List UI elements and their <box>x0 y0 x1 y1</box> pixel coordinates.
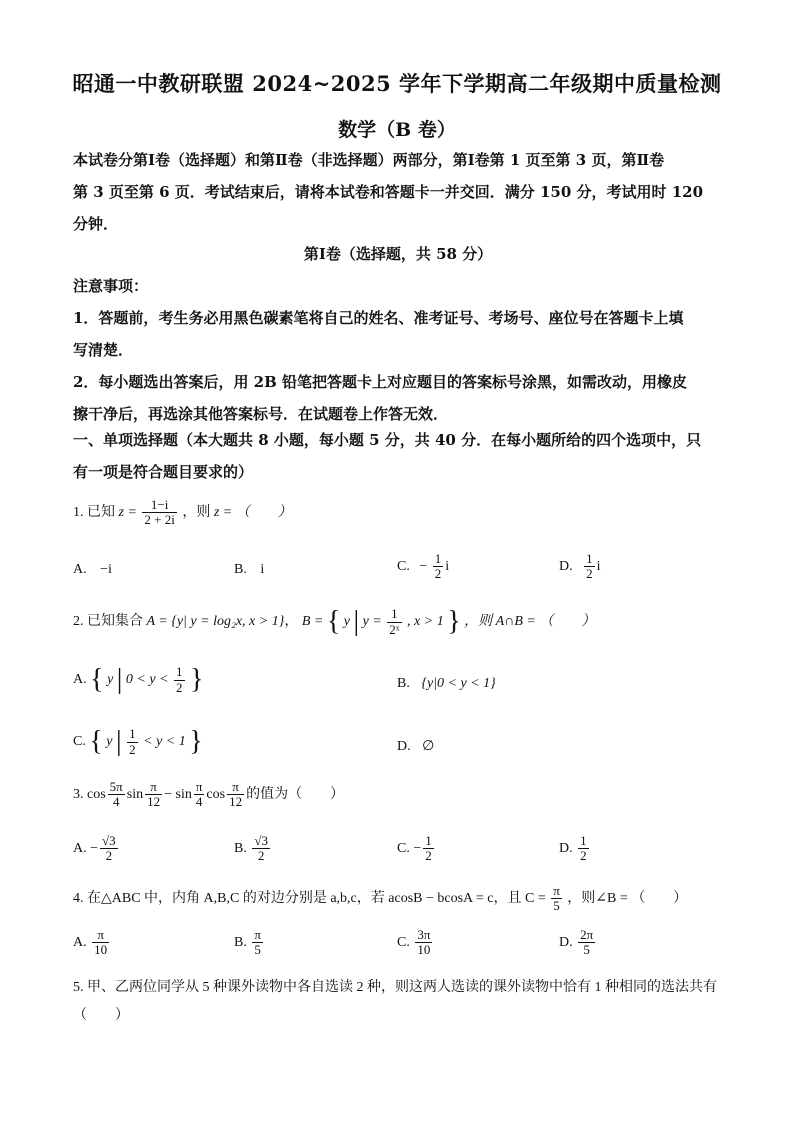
q3-b-den: 2 <box>257 848 265 864</box>
q1-c-den: 2 <box>434 566 442 582</box>
q4-c-label: C. <box>397 935 410 951</box>
q3-c-sign: − <box>413 841 422 857</box>
q3-frac-2 <box>145 780 162 810</box>
q2-a-label: A. <box>73 672 87 688</box>
q1-c-i: i <box>445 559 450 575</box>
q3-option-d[interactable] <box>559 834 591 864</box>
q4-option-b[interactable] <box>234 928 265 958</box>
q2-a-mid: 0 < y < <box>125 672 169 688</box>
q1-b-text: i <box>260 562 265 577</box>
q4-d-label: D. <box>559 935 573 951</box>
q4-c-num: π <box>553 883 560 898</box>
q2-c-fraction <box>127 727 138 757</box>
q3-option-b[interactable] <box>234 834 272 864</box>
q2-prefix: 2. 已知集合 <box>73 614 143 630</box>
q4-c2-num: 3π <box>417 927 431 942</box>
q2-b-text: {y|0 < y < 1} <box>421 676 496 691</box>
q4-a-label: A. <box>73 935 87 951</box>
q2-c-num: 1 <box>129 726 136 742</box>
question-2: 2. 已知集合 A = {y| y = log₂x, x > 1}， B = { y | y = $\frac{1}{\text{2ˣ}}$ , x > 1 } ，则 A∩B = （ ） <box>73 606 596 637</box>
q2-set-a: A = {y| y = log₂x, x > 1} <box>146 614 285 630</box>
q3-a-den: 2 <box>105 848 113 864</box>
q4-c2-den: 10 <box>417 942 431 958</box>
q3-a-label: A. <box>73 841 87 857</box>
q3-prefix: 3. <box>73 787 84 803</box>
q1-tail: z = （ ） <box>213 505 292 521</box>
q4-option-a[interactable] <box>73 928 111 958</box>
q3-c-num: 1 <box>425 833 432 848</box>
q2-c-pre: y <box>106 734 113 750</box>
q4-c2-fraction <box>415 928 432 958</box>
intro-line-1: 本试卷分第Ⅰ卷（选择题）和第Ⅱ卷（非选择题）两部分，第Ⅰ卷第 1 页至第 3 页，第Ⅱ卷 <box>73 151 665 169</box>
q2-b-den: 2ˣ <box>389 621 400 637</box>
q3-cos: cos <box>87 787 106 803</box>
q1-c-num: 1 <box>434 551 442 566</box>
q3-c-den: 2 <box>425 848 432 864</box>
q3-cos-2: cos <box>206 787 226 803</box>
q5-line-1: 5. 甲、乙两位同学从 5 种课外读物中各自选读 2 种，则这两人选读的课外读物中恰有 1 种相同的选法共有 <box>73 980 717 995</box>
q3-n1: 5π <box>109 779 123 794</box>
q2-d-text: ∅ <box>422 739 435 754</box>
section1-line-2: 有一项是符合题目要求的） <box>73 463 254 481</box>
q1-a-label: A. <box>73 562 87 577</box>
q2-c-brace-close-icon: } <box>189 726 203 757</box>
notice-block <box>73 270 723 430</box>
part1-heading: 第Ⅰ卷（选择题，共 58 分） <box>303 245 493 263</box>
q4-text-1: 4. 在△ABC 中，内角 A,B,C 的对边分别是 a,b,c，若 acosB − bcosA = c，且 C = <box>73 891 546 907</box>
q3-frac-4 <box>227 780 244 810</box>
q4-d-num: 2π <box>580 927 594 942</box>
q2-b-fraction <box>387 607 401 637</box>
q3-suffix: 的值为（ ） <box>246 787 345 803</box>
q3-a-num: √3 <box>102 833 116 848</box>
q3-d3: 4 <box>195 794 203 810</box>
intro-paragraph <box>73 144 723 240</box>
q4-c-den: 5 <box>553 898 560 914</box>
intro-line-3: 分钟． <box>73 215 119 233</box>
q3-d-fraction <box>578 834 589 864</box>
q2-c-den: 2 <box>129 741 136 757</box>
q3-minus-sin: − sin <box>164 787 192 803</box>
q4-b-num: π <box>254 927 261 942</box>
q1-option-b[interactable] <box>234 562 264 578</box>
q1-d-num: 1 <box>586 551 593 566</box>
q3-b-num: √3 <box>254 833 268 848</box>
question-4 <box>73 884 687 914</box>
q4-b-fraction <box>252 928 263 958</box>
q1-option-c[interactable] <box>397 552 449 582</box>
q1-c-sign: − <box>419 559 428 575</box>
q1-prefix: 1. 已知 <box>73 505 115 521</box>
q2-a-brace-open-icon: { <box>90 664 104 695</box>
q4-a-num: π <box>92 928 109 943</box>
q2-b-num: 1 <box>387 607 401 622</box>
q3-d-den: 2 <box>580 848 587 864</box>
q3-d2: 12 <box>147 794 161 810</box>
q2-set-b-head: B = <box>301 614 324 630</box>
q2-a-fraction <box>174 665 185 695</box>
q2-set-b-tail: , x > 1 <box>407 614 444 630</box>
q1-d-den: 2 <box>586 566 593 582</box>
q2-c-bar-icon: | <box>116 726 122 757</box>
q3-n2: π <box>145 780 162 795</box>
q4-a-den: 10 <box>94 942 108 958</box>
notice-item-1-line-2: 写清楚． <box>73 341 134 359</box>
q3-option-c[interactable] <box>397 834 436 864</box>
q1-d-i: i <box>596 559 601 575</box>
q4-b-label: B. <box>234 935 247 951</box>
q3-c-fraction <box>423 834 434 864</box>
notice-heading: 注意事项： <box>73 277 149 295</box>
q2-brace-close-icon: } <box>447 606 461 637</box>
q2-c-brace-open-icon: { <box>89 726 103 757</box>
q2-a-pre: y <box>107 672 114 688</box>
q2-brace-open-icon: { <box>326 606 341 637</box>
q1-numerator: 1−i <box>142 498 176 513</box>
q1-suffix: ，则 <box>182 505 211 521</box>
q2-b-label: B. <box>397 676 410 691</box>
exam-subtitle: 数学（B 卷） <box>338 119 456 141</box>
q2-c-label: C. <box>73 734 86 750</box>
q3-a-sign: − <box>90 841 99 857</box>
q5-line-2: （ ） <box>73 1008 129 1023</box>
q1-z-eq: z = <box>118 505 137 521</box>
q3-n3: π <box>195 779 203 794</box>
q2-suffix: ，则 A∩B = （ ） <box>464 614 596 630</box>
q4-b-den: 5 <box>254 942 261 958</box>
q2-c-tail: < y < 1 <box>143 734 186 750</box>
q3-b-label: B. <box>234 841 247 857</box>
question-1 <box>73 498 292 528</box>
q2-set-b-y: y <box>343 614 350 630</box>
q2-a-num: 1 <box>176 664 183 680</box>
exam-title: 昭通一中教研联盟 2024~2025 学年下学期高二年级期中质量检测 <box>72 71 722 96</box>
section1-heading <box>73 424 723 488</box>
q3-sin: sin <box>126 787 144 803</box>
q2-option-c[interactable] <box>73 726 203 758</box>
q2-comma: ， <box>284 614 299 630</box>
q2-bar-icon: | <box>353 606 360 637</box>
q3-c-label: C. <box>397 841 410 857</box>
q4-text-2: ，则∠B = （ ） <box>567 891 688 907</box>
q2-a-bar-icon: | <box>116 664 123 695</box>
q4-d-den: 5 <box>583 942 590 958</box>
q2-d-label: D. <box>397 739 411 754</box>
q4-option-d[interactable] <box>559 928 597 958</box>
question-5 <box>73 974 723 1030</box>
q3-d1: 4 <box>112 794 120 810</box>
notice-item-2-line-1: 2．每小题选出答案后，用 2B 铅笔把答题卡上对应题目的答案标号涂黑，如需改动，用橡皮 <box>73 373 688 391</box>
q2-a-brace-close-icon: } <box>190 664 204 695</box>
q1-d-fraction <box>584 552 595 582</box>
q4-option-c[interactable] <box>397 928 434 958</box>
notice-item-1-line-1: 1．答题前，考生务必用黑色碳素笔将自己的姓名、准考证号、考场号、座位号在答题卡上填 <box>73 309 684 327</box>
q1-c-label: C. <box>397 559 410 575</box>
q4-c-fraction <box>551 884 562 914</box>
q1-option-d[interactable] <box>559 552 601 582</box>
q3-b-fraction <box>252 834 270 864</box>
intro-line-2: 第 3 页至第 6 页．考试结束后，请将本试卷和答题卡一并交回．满分 150 分，考试用时 120 <box>73 183 704 201</box>
q3-d4: 12 <box>229 794 243 810</box>
q3-frac-1 <box>108 780 125 810</box>
notice-item-2-line-2: 擦干净后，再选涂其他答案标号．在试题卷上作答无效． <box>73 405 449 423</box>
q1-b-label: B. <box>234 562 247 577</box>
q2-option-b[interactable] <box>397 676 496 692</box>
q1-d-label: D. <box>559 559 573 575</box>
q1-c-fraction <box>433 552 444 582</box>
q1-option-a[interactable] <box>73 562 112 578</box>
q1-fraction <box>142 498 176 528</box>
q4-a-fraction <box>92 928 109 958</box>
q2-a-den: 2 <box>176 679 183 695</box>
q1-a-text: −i <box>100 562 112 577</box>
q3-a-fraction <box>100 834 118 864</box>
q3-d-label: D. <box>559 841 573 857</box>
q3-n4: π <box>227 780 244 795</box>
q3-d-num: 1 <box>580 833 587 848</box>
q1-denominator: 2 + 2i <box>144 512 175 528</box>
question-3 <box>73 780 344 810</box>
q3-frac-3 <box>194 780 205 810</box>
q4-d-fraction <box>578 928 595 958</box>
q2-option-d[interactable] <box>397 738 434 755</box>
q2-option-a[interactable] <box>73 664 203 696</box>
q3-option-a[interactable] <box>73 834 120 864</box>
section1-line-1: 一、单项选择题（本大题共 8 小题，每小题 5 分，共 40 分．在每小题所给的四个选项中，只 <box>73 431 702 449</box>
